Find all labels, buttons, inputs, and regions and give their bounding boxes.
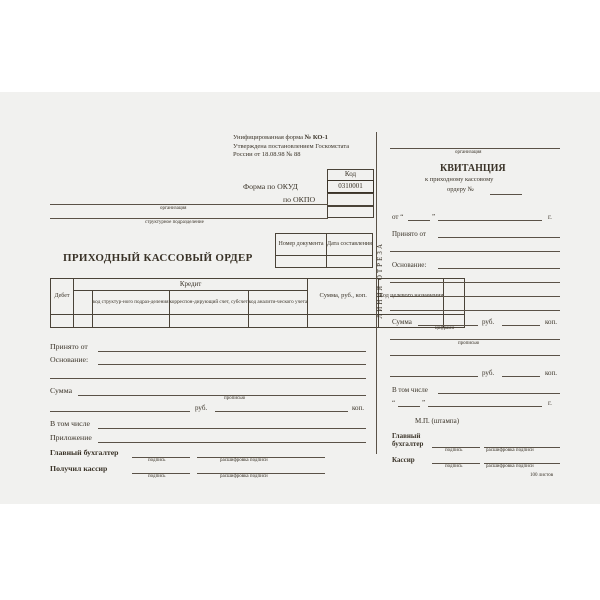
chief-signature-caption: подпись (148, 458, 166, 463)
attachment-line (98, 442, 366, 443)
receipt-month2-line (428, 406, 542, 407)
amount-cell (308, 315, 379, 328)
okud-value: 0310001 (327, 180, 374, 193)
receipt-cashier-label: Кассир (392, 456, 415, 464)
kod-header: Код (327, 169, 374, 181)
corr-account-cell (169, 315, 248, 328)
cashier-received-label: Получил кассир (50, 464, 108, 473)
receipt-rub-label: руб. (482, 318, 495, 326)
received-from-label: Принято от (50, 342, 88, 351)
including-label: В том числе (50, 419, 90, 428)
receipt-basis-line-3 (390, 296, 560, 297)
form-line-1: Унифицированная форма № КО-1 (233, 134, 328, 141)
amount-label: Сумма (50, 386, 73, 395)
receipt-year2-label: г. (548, 399, 552, 407)
doc-date-header: Дата составления (327, 234, 373, 256)
receipt-basis-label: Основание: (392, 261, 427, 269)
receipt-subtitle-2: ордеру № (447, 186, 474, 193)
credit-blank-subheader (74, 291, 93, 315)
form-line-3: России от 18.08.98 № 88 (233, 151, 301, 158)
attachment-label: Приложение (50, 433, 92, 442)
okud-label: Форма по ОКУД (243, 182, 298, 191)
doc-number-cell (276, 256, 327, 268)
rub-line (215, 411, 348, 412)
receipt-received-line-2 (390, 251, 560, 252)
receipt-basis-line (438, 268, 560, 269)
receipt-chief-signature-caption: подпись (445, 448, 463, 453)
form-line-2: Утверждена постановлением Госкомстата (233, 143, 350, 150)
receipt-quote-close-2: ” (422, 399, 426, 407)
amount-in-words-caption: прописью (224, 396, 246, 401)
amount-line (78, 395, 366, 396)
code-unit-cell (93, 315, 170, 328)
cashier-decode-caption: расшифровка подписи (220, 474, 268, 479)
receipt-month-line (438, 220, 542, 221)
receipt-words-caption: прописью (458, 341, 480, 346)
amount-line-2 (50, 411, 190, 412)
receipt-subtitle-1: к приходному кассовому (425, 176, 494, 183)
receipt-day-line (408, 220, 430, 221)
amount-header: Сумма, руб., коп. (308, 279, 379, 315)
debit-header: Дебет (51, 279, 74, 315)
receipt-quote-close: ” (432, 213, 436, 221)
cut-line-label: ЛИНИЯ ОТРЕЗА (376, 242, 384, 319)
analytic-code-cell (248, 315, 307, 328)
receipt-kop-label-2: коп. (545, 369, 558, 377)
chief-accountant-label: Главный бухгалтер (50, 448, 119, 457)
receipt-number-line (490, 194, 522, 195)
receipt-org-line (390, 148, 560, 149)
receipt-chief-decode-caption: расшифровка подписи (486, 448, 534, 453)
receipt-rub-line (502, 325, 540, 326)
extra-code-cell (327, 206, 374, 218)
okpo-label: по ОКПО (283, 195, 316, 204)
doc-number-date-table (275, 233, 373, 268)
receipt-basis-line-2 (390, 282, 560, 283)
receipt-stamp-label: М.П. (штампа) (415, 417, 460, 425)
basis-line-2 (50, 378, 366, 379)
receipt-title: КВИТАНЦИЯ (440, 163, 506, 174)
chief-decode-caption: расшифровка подписи (220, 458, 268, 463)
sheets-count: 100 листов (530, 473, 554, 478)
cashier-signature-caption: подпись (148, 474, 166, 479)
credit-header: Кредит (74, 279, 308, 291)
receipt-kop-label: коп. (545, 318, 558, 326)
target-code-header: Код целевого назначения (379, 279, 444, 315)
receipt-day2-line (398, 406, 420, 407)
code-unit-header: код структур-ного подраз-деления (93, 291, 170, 315)
receipt-received-label: Принято от (392, 230, 426, 238)
org-caption: организация (160, 206, 187, 211)
receipt-words-line-2 (390, 355, 560, 356)
form-sheet (0, 92, 600, 504)
receipt-year-label: г. (548, 213, 552, 221)
doc-number-header: Номер документа (276, 234, 327, 256)
receipt-org-caption: организация (455, 150, 482, 155)
order-title: ПРИХОДНЫЙ КАССОВЫЙ ОРДЕР (63, 252, 253, 264)
including-line (98, 428, 366, 429)
receipt-words-line-3 (390, 376, 478, 377)
receipt-from-label: от “ (392, 213, 404, 221)
receipt-including-label: В том числе (392, 386, 428, 394)
receipt-basis-line-4 (390, 310, 560, 311)
receipt-chief-label-2: бухгалтер (392, 440, 424, 448)
receipt-words-line (390, 339, 560, 340)
credit-blank-cell (74, 315, 93, 328)
receipt-including-line (438, 393, 560, 394)
basis-label: Основание: (50, 355, 89, 364)
receipt-amount-label: Сумма (392, 318, 412, 326)
receipt-received-line (438, 237, 560, 238)
basis-line (98, 364, 366, 365)
subdiv-line (50, 218, 328, 219)
receipt-rub-line-2 (502, 376, 540, 377)
receipt-date2-label: “ (392, 399, 396, 407)
kop-label: коп. (352, 404, 365, 412)
analytic-code-header: код аналити-ческого учета (248, 291, 307, 315)
doc-date-cell (327, 256, 373, 268)
receipt-digits-caption: цифрами (435, 326, 455, 331)
receipt-rub-label-2: руб. (482, 369, 495, 377)
received-from-line (98, 351, 366, 352)
org-line (50, 204, 328, 205)
okpo-value-cell (327, 193, 374, 206)
receipt-cashier-decode-caption: расшифровка подписи (486, 464, 534, 469)
rub-label: руб. (195, 404, 208, 412)
corr-account-header: корреспон-дирующий счет, субсчет (169, 291, 248, 315)
receipt-cashier-signature-caption: подпись (445, 464, 463, 469)
receipt-chief-label-1: Главный (392, 432, 421, 440)
debit-cell (51, 315, 74, 328)
subdiv-caption: структурное подразделение (145, 220, 204, 225)
